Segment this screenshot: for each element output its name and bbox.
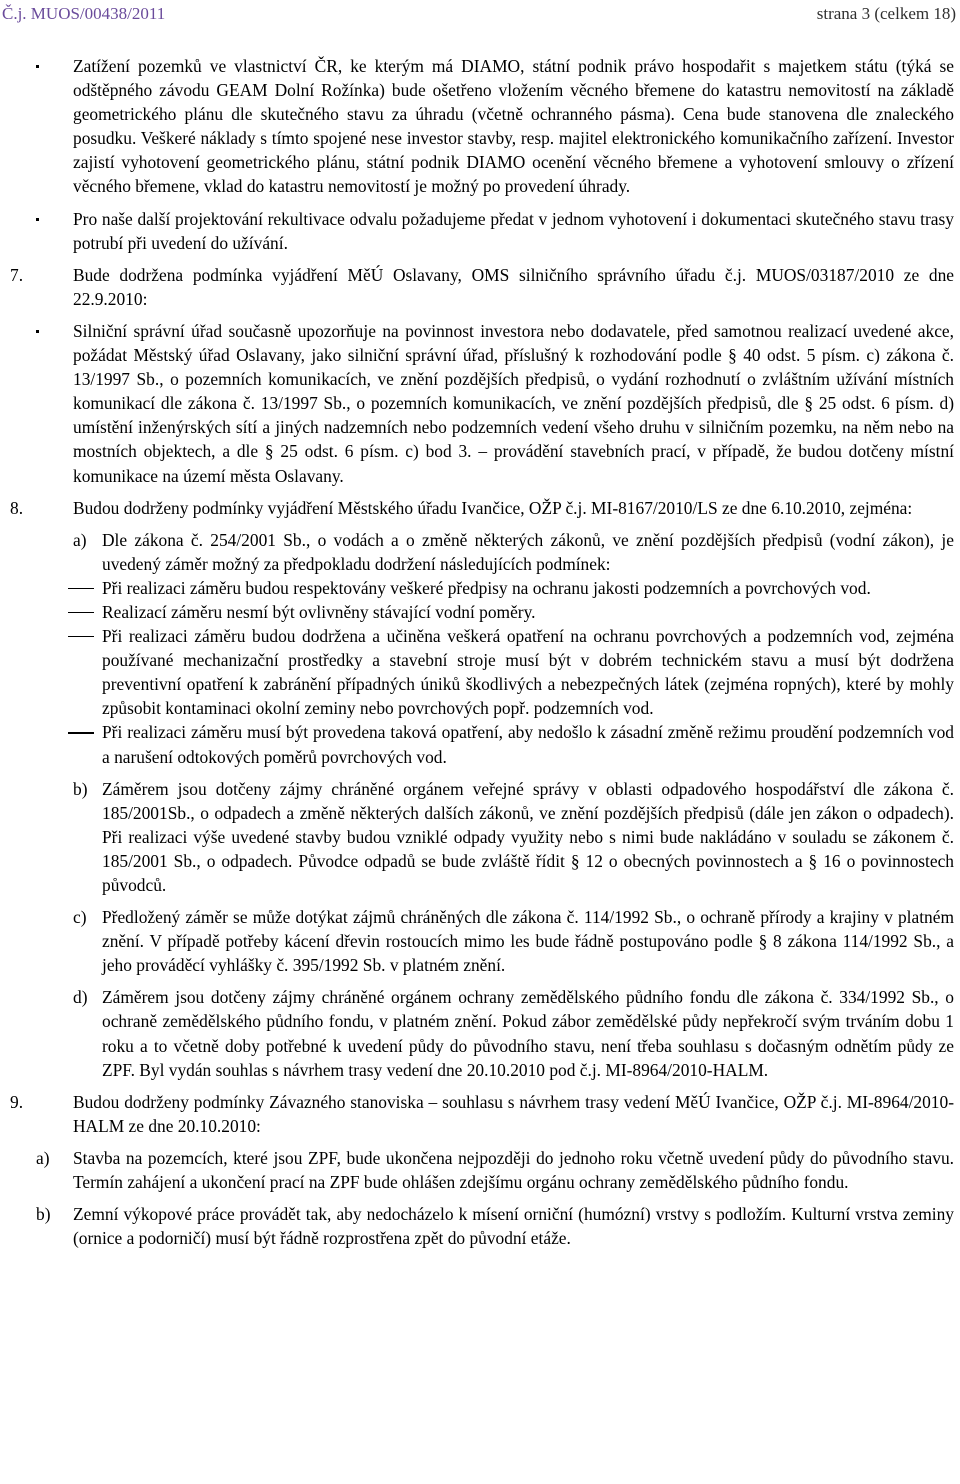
lettered-item bbox=[0, 1202, 960, 1250]
lettered-item bbox=[0, 985, 960, 1081]
item-letter: a) bbox=[73, 529, 87, 550]
item-letter: b) bbox=[73, 778, 88, 799]
item-text: Stavba na pozemcích, které jsou ZPF, bude ukončena nejpozději do jednoho roku včetně uvedení půdy do původního stavu. Termín zahájení a ukončení prací na ZPF bude ohlášen zdejšímu orgánu ochrany zemědělského půdního fondu. bbox=[73, 1147, 954, 1193]
item-text: Budou dodrženy podmínky Závazného stanoviska – souhlasu s návrhem trasy vedení MěÚ Ivančice, OŽP č.j. MI-8964/2010-HALM ze dne 20.10.2010: bbox=[73, 1091, 954, 1136]
bullet-paragraph: Zatížení pozemků ve vlastnictví ČR, ke kterým má DIAMO, státní podnik právo hospodařit s majetkem státu (týká se odštěpného závodu GEAM Dolní Rožínka) bude ošetřeno vložením věcného břemene do katastru nemovitostí na základě geometrického plánu dle skutečného stavu za úhradu (včetně ochranného pásma). Cena bude stanovena dle znaleckého posudku. Veškeré náklady s tímto spojené nese investor stavby, resp. majitel elektronického komunikačního zařízení. Investor zajistí vyhotovení geometrického plánu, státní podnik DIAMO ocenění věcného břemene a vyhotovení smlouvy o zřízení věcného břemene, vklad do katastru nemovitostí je možný po provedení úhrady. bbox=[0, 54, 960, 199]
item-letter: c) bbox=[73, 907, 87, 928]
item-text: Bude dodržena podmínka vyjádření MěÚ Oslavany, OMS silničního správního úřadu č.j. MUOS/03187/2010 ze dne 22.9.2010: bbox=[73, 264, 954, 309]
item-text: Záměrem jsou dotčeny zájmy chráněné orgánem ochrany zemědělského půdního fondu dle zákona č. 334/1992 Sb., o ochraně zemědělského půdního fondu, v platném znění. Pokud zábor zemědělské půdy nepřekročí svým trváním dobu 1 roku a to včetně doby potřebné k uvedení půdy do původního stavu, není třeba souhlasu s dočasným odnětím půdy ze ZPF. Byl vydán souhlas s návrhem trasy vedení dne 20.10.2010 pod č.j. MI-8964/2010-HALM. bbox=[102, 987, 954, 1080]
document-reference: Č.j. MUOS/00438/2011 bbox=[2, 4, 166, 23]
item-text: Záměrem jsou dotčeny zájmy chráněné orgánem veřejné správy v oblasti odpadového hospodářství dle zákona č. 185/2001Sb., o odpadech a změně některých dalších zákonů, ve znění pozdějších předpisů (dále jen zákon o odpadech). Při realizaci výše uvedené stavby budou vzniklé odpady využity nebo s nimi bude nakládáno v souladu se zákonem č. 185/2001 Sb., o odpadech. Původce odpadů se bude zvláště řídit § 12 o obecných povinnostech a § 16 o povinnostech původců. bbox=[102, 778, 954, 895]
item-text: Budou dodrženy podmínky vyjádření Městského úřadu Ivančice, OŽP č.j. MI-8167/2010/LS ze dne 6.10.2010, zejména: bbox=[73, 497, 913, 518]
item-number: 8. bbox=[10, 497, 24, 518]
dash-item: Realizací záměru nesmí být ovlivněny stávající vodní poměry. bbox=[0, 600, 960, 624]
item-text: Předložený záměr se může dotýkat zájmů chráněných dle zákona č. 114/1992 Sb., o ochraně přírody a krajiny v platném znění. V případě potřeby kácení dřevin rostoucích mimo les bude řádně postupováno podle § 8 zákona 114/1992 Sb., a jeho prováděcí vyhlášky č. 395/1992 Sb. v platném znění. bbox=[102, 907, 954, 976]
lettered-item bbox=[0, 528, 960, 576]
numbered-item bbox=[0, 1090, 960, 1138]
item-letter: b) bbox=[36, 1204, 51, 1225]
item-number: 9. bbox=[10, 1091, 24, 1112]
dash-item: Při realizaci záměru budou respektovány veškeré předpisy na ochranu jakosti podzemních a povrchových vod. bbox=[0, 576, 960, 600]
item-text: Zemní výkopové práce provádět tak, aby nedocházelo k mísení orniční (humózní) vrstvy s podložím. Kulturní vrstva zeminy (ornice a podorničí) musí být řádně rozprostřena zpět do původní etáže. bbox=[73, 1204, 954, 1249]
numbered-item bbox=[0, 263, 960, 311]
numbered-item bbox=[0, 496, 960, 520]
item-letter: a) bbox=[36, 1147, 50, 1168]
document-body bbox=[0, 54, 960, 1250]
dash-item: Při realizaci záměru musí být provedena taková opatření, aby nedošlo k zásadní změně režimu proudění podzemních vod a narušení odtokových poměrů povrchových vod. bbox=[0, 720, 960, 768]
page-number: strana 3 (celkem 18) bbox=[816, 4, 956, 23]
lettered-item bbox=[0, 1146, 960, 1194]
bullet-paragraph: Pro naše další projektování rekultivace odvalu požadujeme předat v jednom vyhotovení i dokumentaci skutečného stavu trasy potrubí při uvedení do užívání. bbox=[0, 207, 960, 255]
lettered-item bbox=[0, 777, 960, 897]
item-letter: d) bbox=[73, 987, 88, 1008]
item-number: 7. bbox=[10, 264, 24, 285]
dash-item: Při realizaci záměru budou dodržena a učiněna veškerá opatření na ochranu povrchových a podzemních vod, zejména používané mechanizační prostředky a stavební stroje musí být v dobrém technickém stavu a musí být dodržena preventivní opatření k zabránění případných úniků škodlivých a nebezpečných látek (zejména ropných), které by mohly způsobit kontaminaci okolní zeminy nebo povrchových popř. podzemních vod. bbox=[0, 624, 960, 720]
item-text: Dle zákona č. 254/2001 Sb., o vodách a o změně některých zákonů, ve znění pozdějších předpisů (vodní zákon), je uvedený záměr možný za předpokladu dodržení následujících podmínek: bbox=[102, 529, 954, 574]
lettered-item bbox=[0, 905, 960, 977]
bullet-paragraph: Silniční správní úřad současně upozorňuje na povinnost investora nebo dodavatele, před samotnou realizací uvedené akce, požádat Městský úřad Oslavany, jako silniční správní úřad, příslušný k rozhodování podle § 40 odst. 5 písm. c) zákona č. 13/1997 Sb., o pozemních komunikacích, ve znění pozdějších předpisů, o vydání rozhodnutí o zvláštním užívání místních komunikací dle zákona č. 13/1997 Sb., o pozemních komunikacích, ve znění pozdějších předpisů, dle § 25 odst. 6 písm. d) umístění inženýrských sítí a jiných nadzemních nebo podzemních vedení všeho druhu v silničním pozemku, na něm nebo na mostních objektech, a dle § 25 odst. 6 písm. c) bod 3. – provádění stavebních prací, v případě, že budou dotčeny místní komunikace na území města Oslavany. bbox=[0, 319, 960, 488]
page-header bbox=[0, 2, 960, 26]
